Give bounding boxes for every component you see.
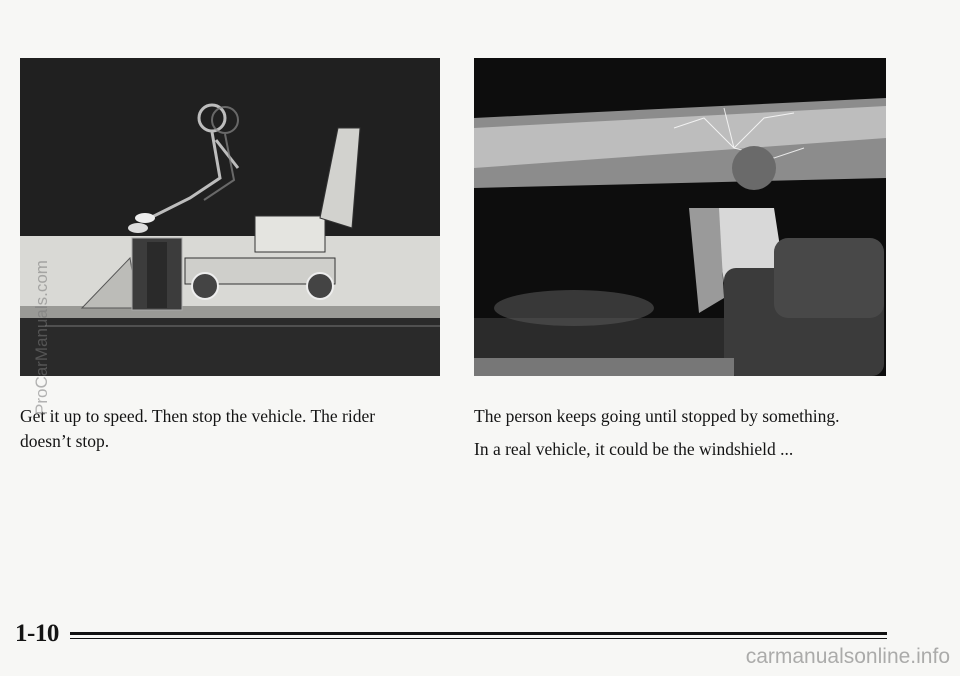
crash-demo-illustration	[20, 58, 440, 376]
right-caption-line-1: The person keeps going until stopped by something.	[474, 406, 840, 426]
bottom-watermark: carmanualsonline.info	[745, 645, 950, 668]
occupant-windshield-image	[474, 58, 886, 376]
footer-rule-thick	[70, 632, 887, 635]
right-caption-line-2: In a real vehicle, it could be the windshield ...	[474, 439, 794, 459]
footer-rule-thin	[70, 638, 887, 639]
windshield-photo	[474, 58, 886, 376]
side-watermark: ProCarManuals.com	[32, 260, 51, 415]
sled-rider-image	[20, 58, 440, 376]
left-caption: Get it up to speed. Then stop the vehicle. The rider doesn’t stop.	[20, 406, 376, 451]
page-number: 1-10	[15, 620, 59, 647]
